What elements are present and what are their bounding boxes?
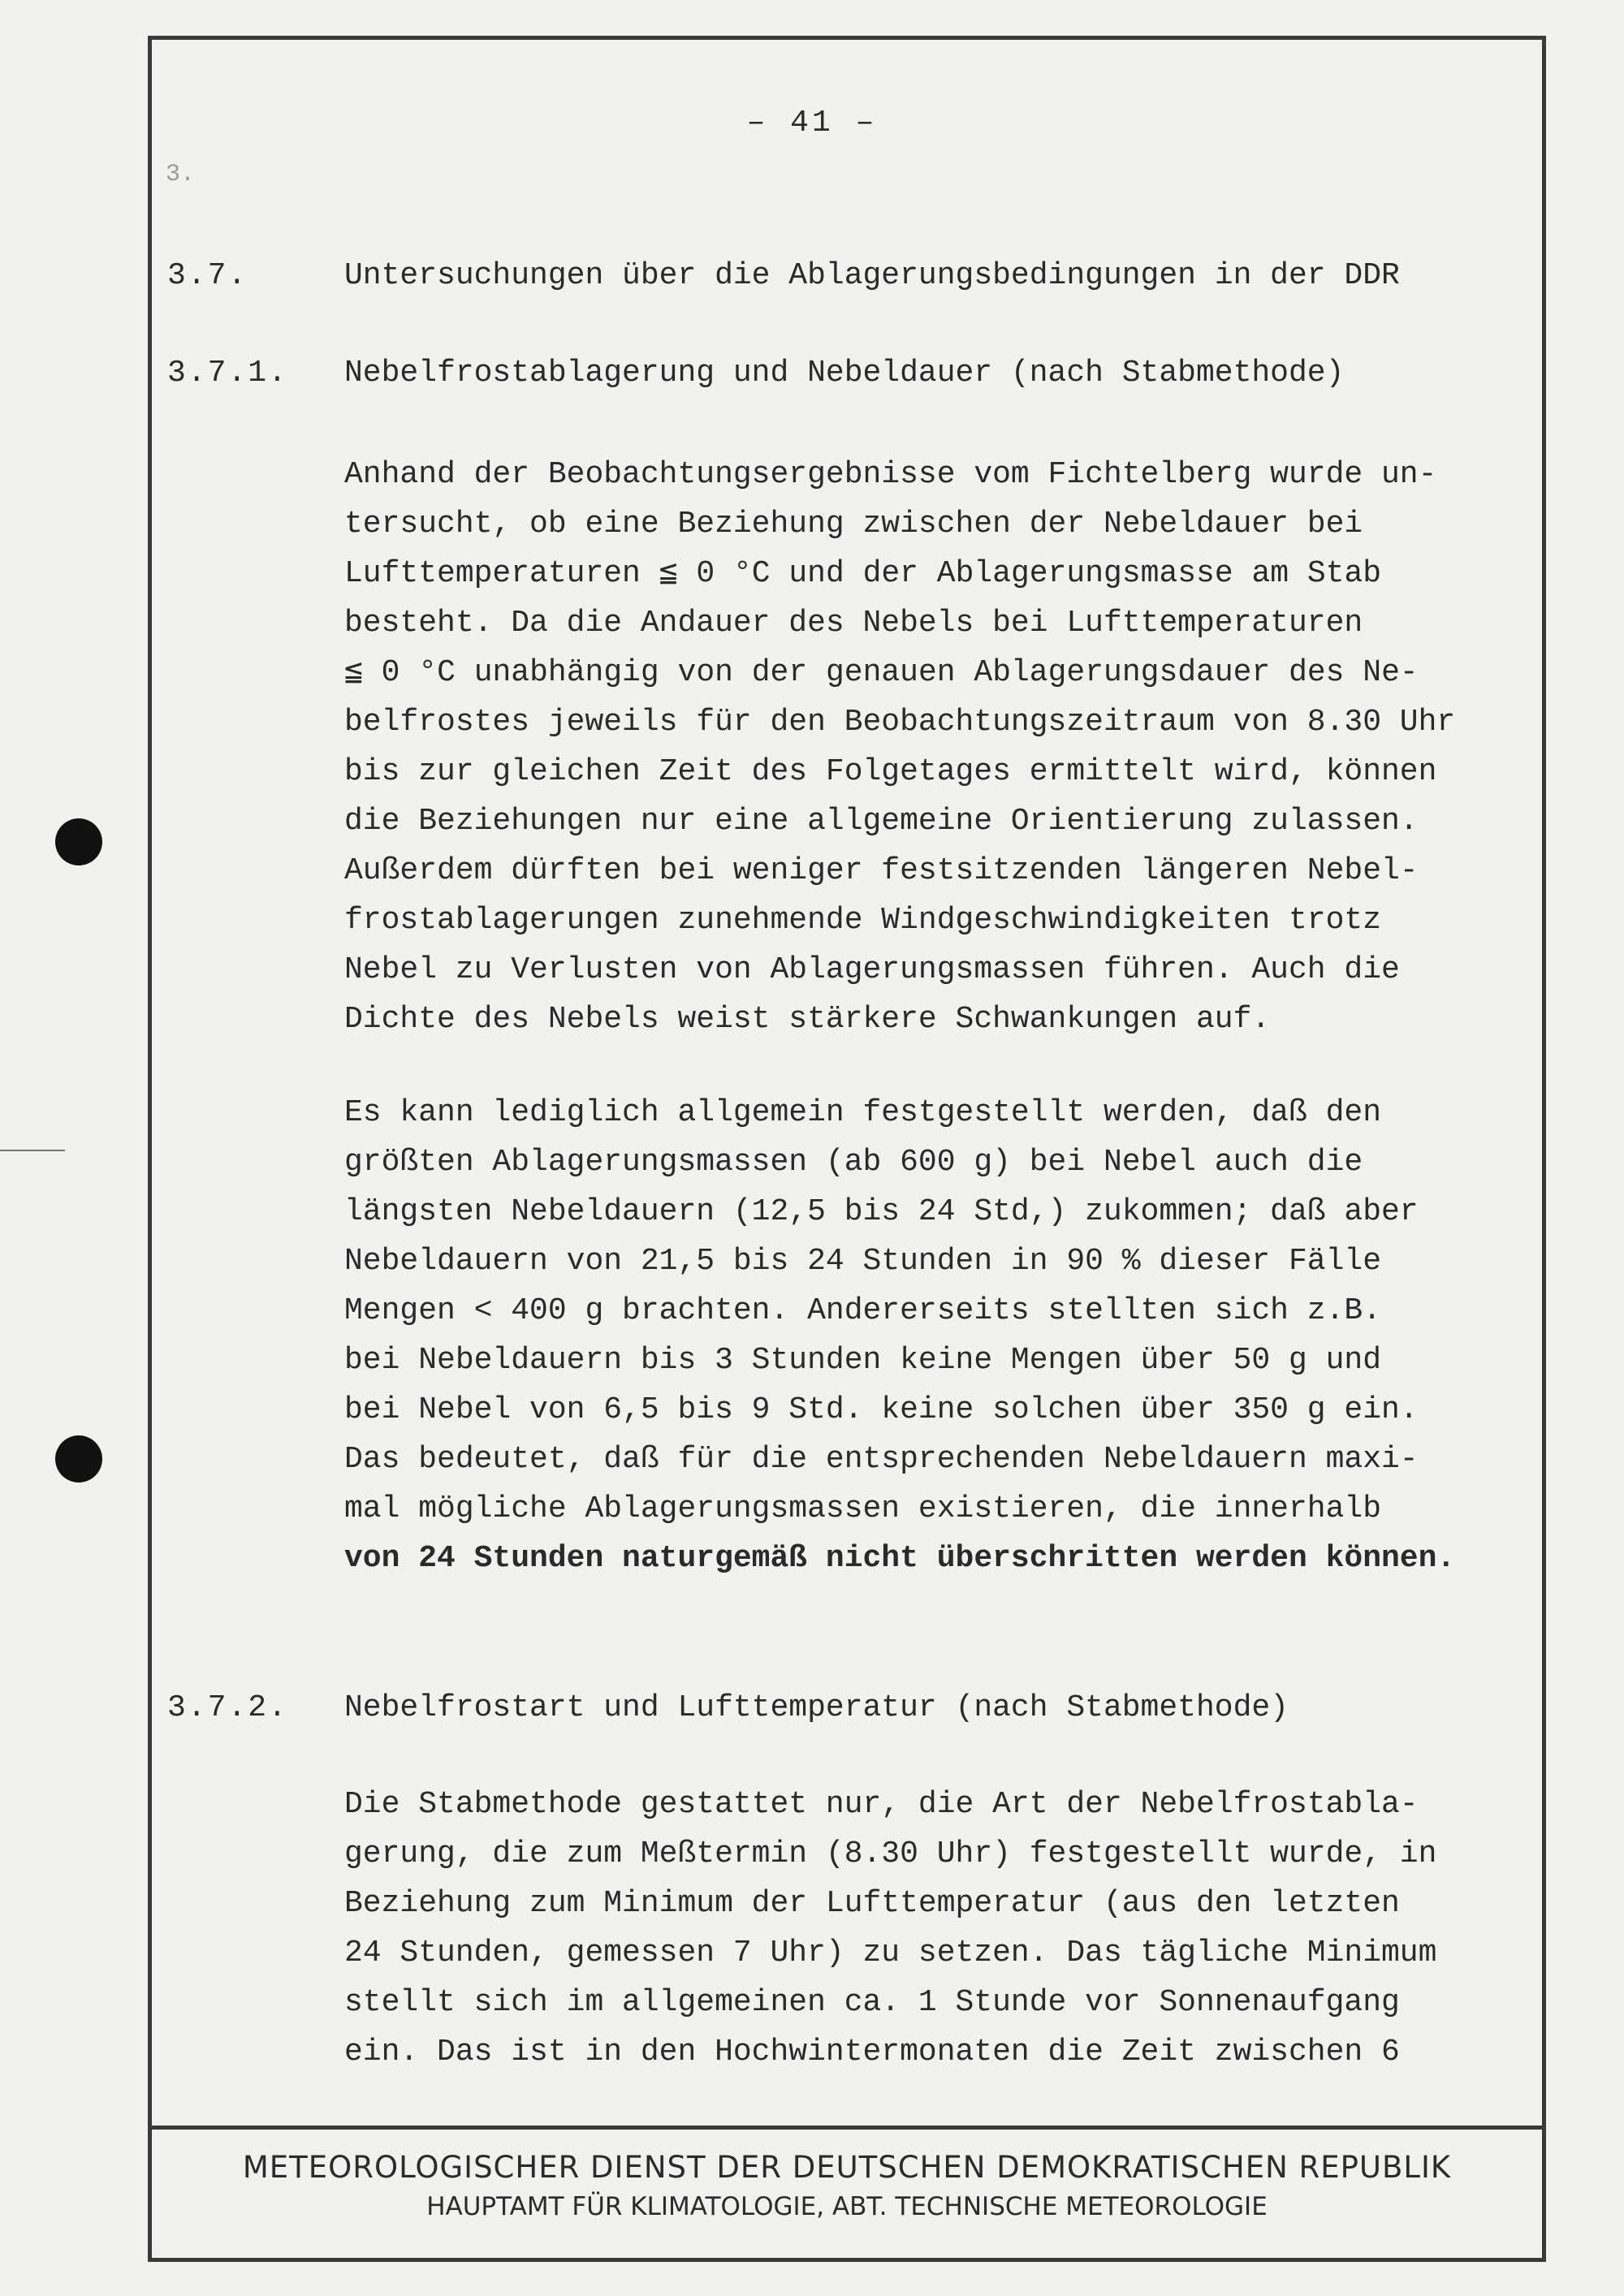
stray-mark: 3. bbox=[166, 161, 196, 188]
paragraph-line: Dichte des Nebels weist stärkere Schwankungen auf. bbox=[344, 1002, 1271, 1037]
paragraph-line: frostablagerungen zunehmende Windgeschwindigkeiten trotz bbox=[344, 903, 1382, 938]
paragraph-line: gerung, die zum Meßtermin (8.30 Uhr) festgestellt wurde, in bbox=[344, 1836, 1437, 1871]
punch-hole-bottom bbox=[55, 1435, 102, 1482]
paragraph-line: tersucht, ob eine Beziehung zwischen der Nebeldauer bei bbox=[344, 507, 1363, 542]
paragraph-line: mal mögliche Ablagerungsmassen existieren, die innerhalb bbox=[344, 1491, 1382, 1526]
paragraph-line: bei Nebel von 6,5 bis 9 Std. keine solchen über 350 g ein. bbox=[344, 1392, 1419, 1427]
paragraph-line: größten Ablagerungsmassen (ab 600 g) bei Nebel auch die bbox=[344, 1145, 1363, 1180]
paragraph-line: stellt sich im allgemeinen ca. 1 Stunde vor Sonnenaufgang bbox=[344, 1985, 1400, 2020]
section-number-3-7-2: 3.7.2. bbox=[167, 1690, 288, 1725]
paragraph-line: Nebeldauern von 21,5 bis 24 Stunden in 90 % dieser Fälle bbox=[344, 1244, 1382, 1279]
paragraph-line: Die Stabmethode gestattet nur, die Art der Nebelfrostabla- bbox=[344, 1787, 1419, 1822]
paragraph-line: ein. Das ist in den Hochwintermonaten die Zeit zwischen 6 bbox=[344, 2035, 1400, 2069]
paragraph-line: längsten Nebeldauern (12,5 bis 24 Std,) zukommen; daß aber bbox=[344, 1194, 1419, 1229]
section-title-3-7-2: Nebelfrostart und Lufttemperatur (nach Stabmethode) bbox=[344, 1690, 1289, 1725]
section-title-3-7-1: Nebelfrostablagerung und Nebeldauer (nach Stabmethode) bbox=[344, 356, 1345, 391]
paragraph-line: belfrostes jeweils für den Beobachtungszeitraum von 8.30 Uhr bbox=[344, 705, 1456, 740]
paragraph-line: ≦ 0 °C unabhängig von der genauen Ablagerungsdauer des Ne- bbox=[344, 655, 1419, 690]
paragraph-line: Lufttemperaturen ≦ 0 °C und der Ablagerungsmasse am Stab bbox=[344, 556, 1382, 591]
footer-organization: METEOROLOGISCHER DIENST DER DEUTSCHEN DEMOKRATISCHEN REPUBLIK bbox=[242, 2150, 1452, 2185]
margin-mark bbox=[0, 1150, 65, 1151]
paragraph-line: die Beziehungen nur eine allgemeine Orientierung zulassen. bbox=[344, 804, 1419, 839]
paragraph-line: bei Nebeldauern bis 3 Stunden keine Mengen über 50 g und bbox=[344, 1343, 1382, 1378]
paragraph-line: bis zur gleichen Zeit des Folgetages ermittelt wird, können bbox=[344, 754, 1437, 789]
footer-divider bbox=[148, 2126, 1546, 2130]
paragraph-line: Das bedeutet, daß für die entsprechenden Nebeldauern maxi- bbox=[344, 1442, 1419, 1477]
paragraph-line: Mengen < 400 g brachten. Andererseits stellten sich z.B. bbox=[344, 1293, 1382, 1328]
paragraph-line: von 24 Stunden naturgemäß nicht überschritten werden können. bbox=[344, 1541, 1456, 1576]
paragraph-line: Beziehung zum Minimum der Lufttemperatur (aus den letzten bbox=[344, 1886, 1400, 1921]
section-title-3-7: Untersuchungen über die Ablagerungsbedingungen in der DDR bbox=[344, 258, 1400, 293]
paragraph-line: besteht. Da die Andauer des Nebels bei Lufttemperaturen bbox=[344, 606, 1363, 641]
paragraph-line: Anhand der Beobachtungsergebnisse vom Fichtelberg wurde un- bbox=[344, 457, 1437, 492]
footer-department: HAUPTAMT FÜR KLIMATOLOGIE, ABT. TECHNISCHE METEOROLOGIE bbox=[426, 2192, 1268, 2221]
section-number-3-7-1: 3.7.1. bbox=[167, 356, 288, 391]
punch-hole-top bbox=[55, 818, 102, 865]
paragraph-line: Außerdem dürften bei weniger festsitzenden längeren Nebel- bbox=[344, 853, 1419, 888]
paragraph-line: Es kann lediglich allgemein festgestellt werden, daß den bbox=[344, 1095, 1382, 1130]
page-number: – 41 – bbox=[746, 106, 878, 140]
paragraph-line: Nebel zu Verlusten von Ablagerungsmassen führen. Auch die bbox=[344, 952, 1400, 987]
section-number-3-7: 3.7. bbox=[167, 258, 248, 293]
paragraph-line: 24 Stunden, gemessen 7 Uhr) zu setzen. Das tägliche Minimum bbox=[344, 1936, 1437, 1970]
